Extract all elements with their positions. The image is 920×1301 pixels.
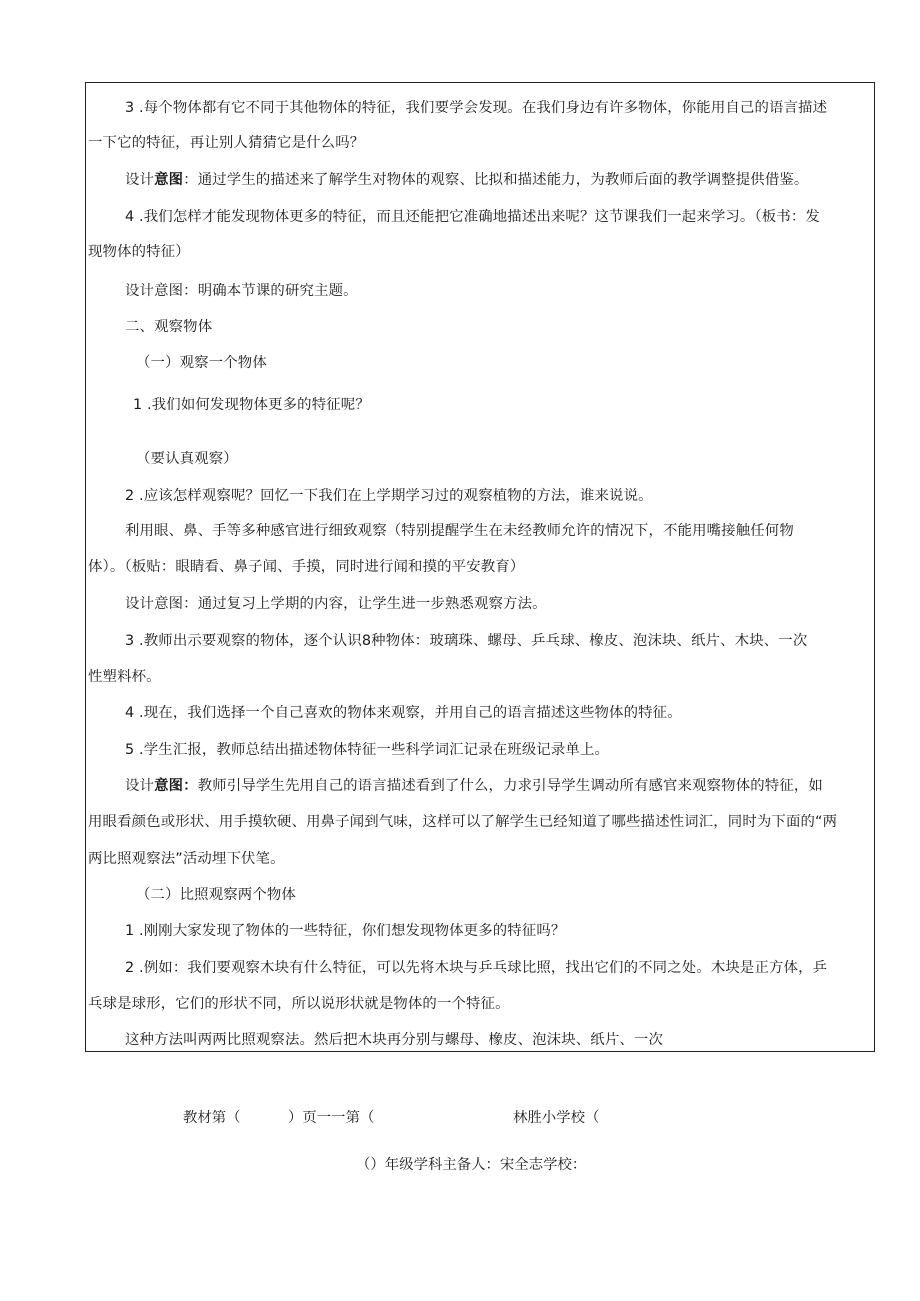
paragraph-line: 体）。（板贴：眼睛看、鼻子闻、手摸，同时进行闻和摸的平安教育）: [88, 559, 525, 575]
design-intent-emphasis: 意图：: [154, 778, 198, 794]
footer-textbook-page-start: 教材第（: [183, 1110, 241, 1126]
paragraph-line: 2 .应该怎样观察呢？回忆一下我们在上学期学习过的观察植物的方法，谁来说说。: [125, 488, 653, 504]
paragraph-line: 一下它的特征，再让别人猜猜它是什么吗？: [88, 135, 365, 151]
paragraph-line: 5 .学生汇报，教师总结出描述物体特征一些科学词汇记录在班级记录单上。: [125, 742, 610, 758]
footer-grade-author: （）年级学科主备人：宋全志学校：: [356, 1157, 587, 1173]
design-intent-text: 教师引导学生先用自己的语言描述看到了什么，力求引导学生调动所有感官来观察物体的特征，如: [197, 778, 823, 794]
design-intent-line: 设计意图：明确本节课的研究主题。: [125, 283, 358, 299]
design-intent-line: [125, 170, 808, 190]
design-intent-emphasis: 意图: [154, 172, 184, 188]
paragraph-line: 性塑料杯。: [88, 669, 161, 685]
paragraph-line: 2 .例如：我们要观察木块有什么特征，可以先将木块与乒乓球比照，找出它们的不同之处。木块是正方体，乒: [125, 960, 828, 976]
design-intent-prefix: 设计: [125, 778, 155, 794]
paragraph-line: 3 .每个物体都有它不同于其他物体的特征，我们要学会发现。在我们身边有许多物体，你能用自己的语言描述: [125, 100, 828, 116]
section-heading: 二、观察物体: [125, 319, 213, 335]
subsection-heading: （一）观察一个物体: [136, 355, 267, 371]
paragraph-line: 两比照观察法”活动埋下伏笔。: [88, 851, 285, 867]
paragraph-line: 3 .教师出示要观察的物体，逐个认识8种物体：玻璃珠、螺母、乒乓球、橡皮、泡沫块、纸片、木块、一次: [125, 633, 808, 649]
paragraph-line: 4 .现在，我们选择一个自己喜欢的物体来观察，并用自己的语言描述这些物体的特征。: [125, 705, 682, 721]
paragraph-line: 1 .刚刚大家发现了物体的一些特征，你们想发现物体更多的特征吗？: [125, 923, 566, 939]
paragraph-line: 4 .我们怎样才能发现物体更多的特征，而且还能把它准确地描述出来呢？这节课我们一起来学习。（板书：发: [125, 209, 820, 225]
paragraph-line: 用眼看颜色或形状、用手摸软硬、用鼻子闻到气味，这样可以了解学生已经知道了哪些描述性词汇，同时为下面的“两: [88, 814, 838, 830]
design-intent-line: 设计意图：通过复习上学期的内容，让学生进一步熟悉观察方法。: [125, 596, 547, 612]
design-intent-prefix: 设计: [125, 172, 155, 188]
paragraph-line: 乓球是球形，它们的形状不同，所以说形状就是物体的一个特征。: [88, 996, 510, 1012]
design-intent-line: [125, 776, 823, 796]
paragraph-line: 现物体的特征）: [88, 244, 190, 260]
design-intent-text: ：通过学生的描述来了解学生对物体的观察、比拟和描述能力，为教师后面的教学调整提供借鉴。: [183, 172, 809, 188]
paragraph-line: 这种方法叫两两比照观察法。然后把木块再分别与螺母、橡皮、泡沫块、纸片、一次: [125, 1032, 664, 1048]
footer-school: 林胜小学校（: [513, 1110, 600, 1126]
footer-textbook-page-end: ）页一一第（: [288, 1110, 375, 1126]
paragraph-line: 利用眼、鼻、手等多种感官进行细致观察（特别提醒学生在未经教师允许的情况下，不能用嘴接触任何物: [125, 523, 794, 539]
paragraph-line: （要认真观察）: [136, 451, 238, 467]
subsection-heading: （二）比照观察两个物体: [136, 887, 296, 903]
paragraph-line: 1 .我们如何发现物体更多的特征呢？: [133, 397, 370, 413]
